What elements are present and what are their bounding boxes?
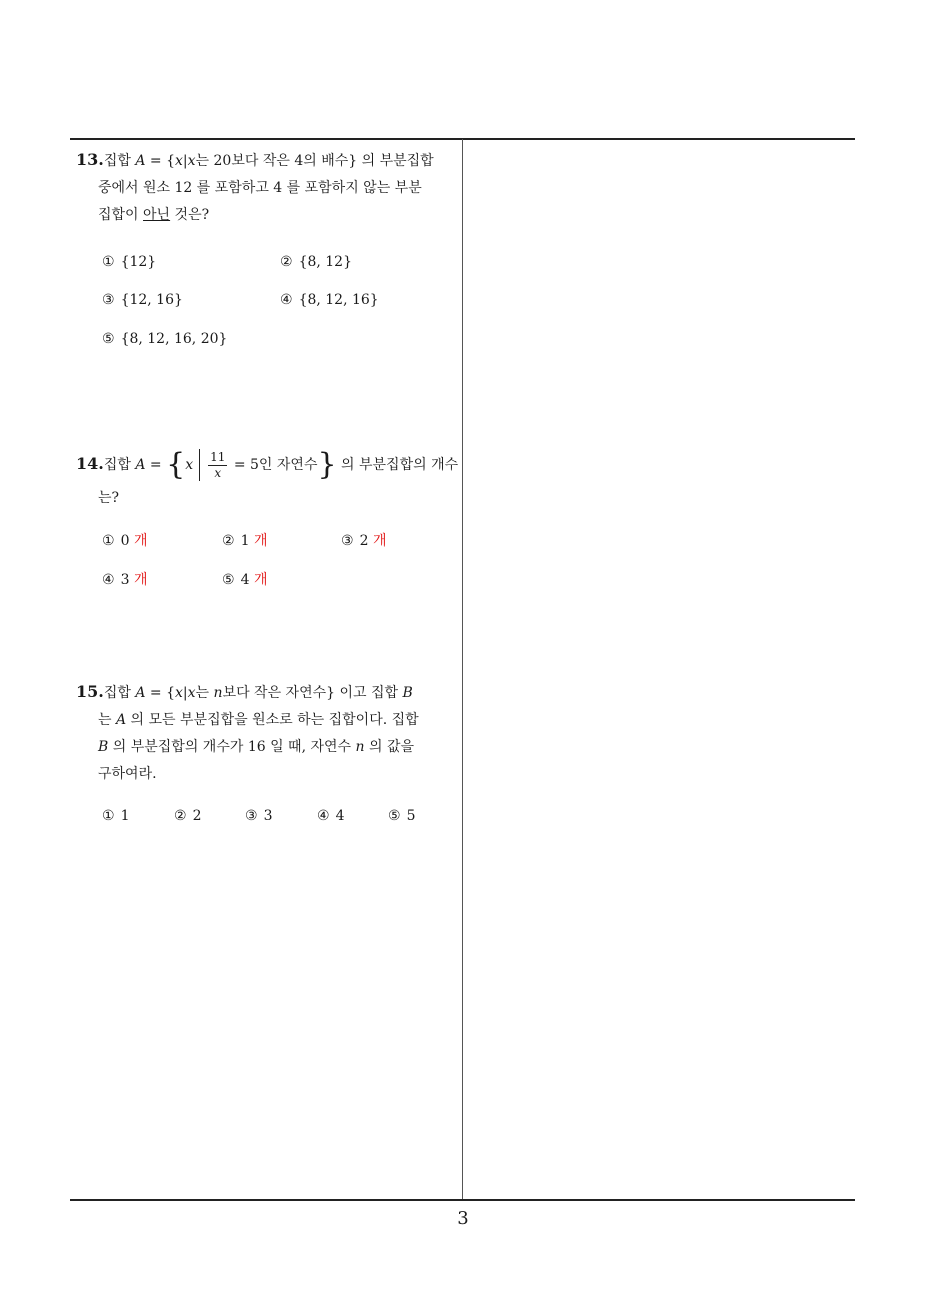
question-15-line-1	[76, 678, 456, 707]
choice-text: 4	[240, 572, 250, 588]
column-divider	[462, 139, 463, 1201]
q14-choice-5[interactable]	[222, 569, 267, 589]
choice-marker: ①	[102, 533, 115, 549]
q13-choice-4[interactable]	[280, 292, 379, 308]
choice-text: 0	[120, 533, 130, 549]
question-15-line-4: 구하여라.	[98, 766, 157, 782]
question-14-line-1	[76, 444, 459, 485]
choice-text: 1	[240, 533, 250, 549]
page-number: 3	[457, 1208, 469, 1229]
choice-marker: ④	[102, 572, 115, 588]
choice-text: 2	[359, 533, 369, 549]
q15-math: x	[187, 685, 196, 701]
fraction-numerator: 11	[210, 449, 226, 464]
question-14-line-2: 는?	[98, 490, 120, 506]
choice-text: {12, 16}	[120, 292, 183, 308]
choice-unit: 개	[253, 533, 268, 549]
set-brace-open: {	[166, 447, 186, 482]
question-13	[76, 146, 456, 229]
choice-marker: ③	[341, 533, 354, 549]
q15-math: A	[135, 685, 146, 701]
q15-text: 의 모든 부분집합을 원소로 하는 집합이다. 집합	[126, 712, 419, 728]
choice-text: 1	[120, 808, 130, 824]
q15-math: A	[115, 712, 127, 728]
q15-choice-3[interactable]	[245, 808, 272, 824]
q15-text: = {	[145, 685, 176, 701]
footer-rule	[70, 1199, 855, 1201]
choice-marker: ④	[280, 292, 293, 308]
choice-marker: ②	[280, 254, 293, 270]
choice-unit: 개	[372, 533, 387, 549]
q13-text: 집합이	[98, 207, 144, 223]
set-brace-close: }	[317, 447, 337, 482]
q14-choice-3[interactable]	[341, 530, 386, 550]
q15-text: |	[182, 685, 188, 701]
q15-text: 보다 작은 자연수} 이고 집합	[222, 685, 403, 701]
q15-text: 집합	[103, 685, 136, 701]
choice-text: 3	[120, 572, 130, 588]
q14-math: A	[135, 457, 146, 473]
q13-choice-3[interactable]	[102, 292, 183, 308]
fraction-denominator: x	[214, 465, 222, 480]
q15-choice-4[interactable]	[317, 808, 344, 824]
choice-marker: ④	[317, 808, 330, 824]
choice-marker: ②	[174, 808, 187, 824]
question-13-line-3	[76, 202, 456, 229]
choice-unit: 개	[133, 572, 148, 588]
choice-text: 5	[406, 808, 416, 824]
q15-text: 의 부분집합의 개수가 16 일 때, 자연수	[108, 739, 356, 755]
q13-text: 는 20보다 작은 4의 배수} 의 부분집합	[195, 153, 434, 169]
q14-set-variable: x	[185, 457, 194, 473]
q15-text: 는	[98, 712, 116, 728]
choice-text: 3	[263, 808, 273, 824]
choice-text: {8, 12}	[298, 254, 352, 270]
q13-choice-5[interactable]	[102, 331, 227, 347]
q15-text: 는	[195, 685, 214, 701]
q14-condition: = 5인 자연수	[229, 457, 318, 473]
question-13-line-2: 중에서 원소 12 를 포함하고 4 를 포함하지 않는 부분	[98, 180, 422, 196]
question-13-number: 13.	[76, 150, 104, 169]
q14-text: 의 부분집합의 개수	[336, 457, 459, 473]
choice-marker: ⑤	[102, 331, 115, 347]
q13-text: |	[182, 153, 188, 169]
question-14-number: 14.	[76, 454, 104, 473]
q15-text: 의 값을	[364, 739, 415, 755]
question-15-line-2	[76, 707, 456, 734]
q14-text: =	[145, 457, 167, 473]
q13-text: 것은?	[170, 207, 210, 223]
q13-text: = {	[145, 153, 176, 169]
choice-text: {12}	[120, 254, 157, 270]
q15-choice-1[interactable]	[102, 808, 129, 824]
question-15-number: 15.	[76, 682, 104, 701]
q15-math: n	[355, 739, 365, 755]
set-builder-bar	[199, 449, 200, 481]
q13-text: 집합	[103, 153, 136, 169]
question-15	[76, 678, 456, 788]
choice-text: {8, 12, 16, 20}	[120, 331, 228, 347]
q13-math: x	[175, 153, 183, 169]
question-15-line-3	[76, 734, 456, 761]
q14-choice-2[interactable]	[222, 530, 267, 550]
q14-text: 집합	[103, 457, 136, 473]
q13-math: x	[187, 153, 196, 169]
q15-math: x	[175, 685, 183, 701]
q13-choice-1[interactable]	[102, 254, 156, 270]
choice-marker: ①	[102, 808, 115, 824]
choice-unit: 개	[133, 533, 148, 549]
q13-underlined-word: 아닌	[143, 207, 171, 223]
q15-math: B	[402, 685, 413, 701]
choice-text: 2	[192, 808, 202, 824]
q15-choice-5[interactable]	[388, 808, 415, 824]
question-13-line-1	[76, 146, 456, 175]
q13-math: A	[135, 153, 146, 169]
choice-marker: ③	[245, 808, 258, 824]
choice-marker: ⑤	[222, 572, 235, 588]
q15-math: n	[213, 685, 223, 701]
choice-marker: ⑤	[388, 808, 401, 824]
choice-marker: ①	[102, 254, 115, 270]
q15-choice-2[interactable]	[174, 808, 201, 824]
fraction	[208, 450, 227, 481]
q15-math: B	[98, 739, 109, 755]
choice-text: 4	[335, 808, 345, 824]
choice-marker: ③	[102, 292, 115, 308]
q14-choice-4[interactable]	[102, 569, 147, 589]
choice-marker: ②	[222, 533, 235, 549]
question-14	[76, 444, 459, 512]
q13-choice-2[interactable]	[280, 254, 352, 270]
choice-unit: 개	[253, 572, 268, 588]
choice-text: {8, 12, 16}	[298, 292, 379, 308]
q14-choice-1[interactable]	[102, 530, 147, 550]
